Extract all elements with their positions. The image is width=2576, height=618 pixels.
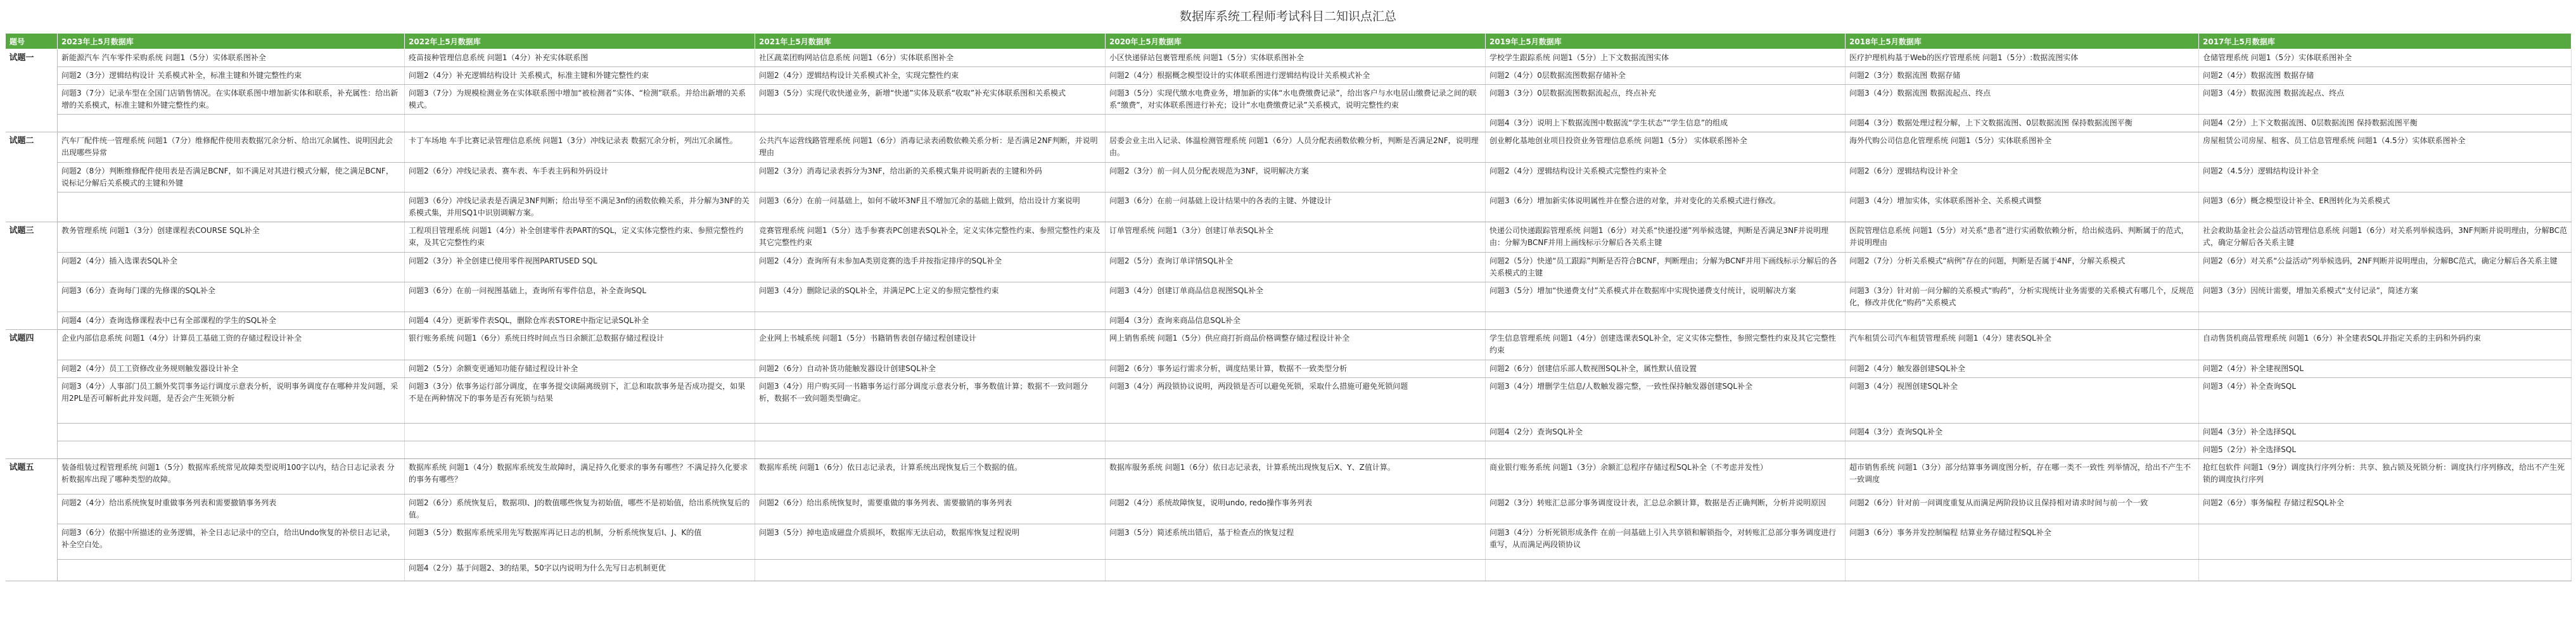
table-cell: 问题3（4分）两段锁协议说明，两段锁是否可以避免死锁，采取什么措施可避免死锁问题: [1106, 378, 1486, 424]
table-cell: 问题2（3分）转账汇总部分事务调度设计表，汇总总余额计算，数据是否正确判断，分析并说明原因: [1486, 495, 1846, 524]
table-cell: [58, 560, 405, 581]
table-cell: 问题3（6分）查询每门课的先修课的SQL补全: [58, 282, 405, 312]
table-cell: 问题4（4分）查询选修课程表中已有全部课程的学生的SQL补全: [58, 312, 405, 330]
table-cell: 问题2（6分）给出系统恢复时，需要重做的事务列表、需要撤销的事务列表: [755, 495, 1106, 524]
table-cell: 网上销售系统 问题1（5分）供应商打折商品价格调整存储过程设计补全: [1106, 330, 1486, 360]
table-cell: [1106, 441, 1486, 459]
table-cell: 问题3（3分）因统计需要，增加关系模式“支付记录”，简述方案: [2199, 282, 2572, 312]
table-cell: 问题2（4分）员工工资修改业务规则触发器设计补全: [58, 360, 405, 378]
table-row: [6, 67, 2572, 85]
table-cell: 问题2（5分）查询订单详情SQL补全: [1106, 253, 1486, 282]
header-year-column: 2020年上5月数据库: [1106, 34, 1486, 49]
table-cell: [1846, 312, 2199, 330]
table-cell: 企业内部信息系统 问题1（4分）计算员工基础工资的存储过程设计补全: [58, 330, 405, 360]
table-cell: 问题2（4分）触发器创建SQL补全: [1846, 360, 2199, 378]
table-cell: 问题3（3分）0层数据流图数据流起点，终点补充: [1486, 85, 1846, 115]
table-cell: [1106, 115, 1486, 132]
table-cell: 问题4（2分）基于问题2、3的结果，50字以内说明为什么先写日志机制更优: [405, 560, 755, 581]
table-cell: 公共汽车运营线路管理系统 问题1（6分）消毒记录表函数依赖关系分析：是否满足2NF判断，并说明理由: [755, 132, 1106, 163]
table-cell: 超市销售系统 问题1（3分）部分结算事务调度图分析，存在哪一类不一致性 列举情况，给出不产生不一致调度: [1846, 459, 2199, 495]
table-cell: 企业网上书城系统 问题1（5分）书籍销售表创存储过程创建设计: [755, 330, 1106, 360]
table-cell: 问题3（6分）冲线记录表是否满足3NF判断；给出导至不满足3nf的函数依赖关系，并分解为3NF的关系模式集，并用SQ1中识别调解方案。: [405, 192, 755, 222]
table-cell: [2199, 560, 2572, 581]
table-cell: [58, 115, 405, 132]
table-cell: 问题3（6分）在前一问基础上设计结果中的各表的主键、外键设计: [1106, 192, 1486, 222]
table-cell: 创业孵化基地创业项目投资业务管理信息系统 问题1（5分） 实体联系图补全: [1486, 132, 1846, 163]
table-cell: 问题2（4分）数据流图 数据存储: [2199, 67, 2572, 85]
table-cell: 问题2（4分）根据概念模型设计的实体联系图进行逻辑结构设计关系模式补全: [1106, 67, 1486, 85]
table-cell: [1846, 560, 2199, 581]
table-cell: 问题2（6分）逻辑结构设计补全: [1846, 163, 2199, 192]
table-cell: 问题3（5分）实现代收快递业务，新增“快递”实体及联系“收取”补充实体联系图和关系模式: [755, 85, 1106, 115]
table-row: [6, 253, 2572, 282]
table-cell: 社区蔬菜团购网站信息系统 问题1（6分）实体联系图补全: [755, 49, 1106, 67]
header-year-column: 2022年上5月数据库: [405, 34, 755, 49]
table-cell: 卡丁车场地 车手比赛记录管理信息系统 问题1（3分）冲线记录表 数据冗余分析，列出冗余属性。: [405, 132, 755, 163]
table-cell: 问题2（4.5分）逻辑结构设计补全: [2199, 163, 2572, 192]
table-row: [6, 312, 2572, 330]
table-cell: 问题3（4分）增删学生信息/人数触发器完整，一致性保持触发器创建SQL补全: [1486, 378, 1846, 424]
table-cell: 数据库系统 问题1（4分）数据库系统发生故障时，满足持久化要求的事务有哪些？不满足持久化要求的事务有哪些？: [405, 459, 755, 495]
table-cell: [58, 424, 405, 441]
table-cell: 问题3（4分）删除记录的SQL补全，并满足PC上定义的参照完整性约束: [755, 282, 1106, 312]
header-year-column: 2023年上5月数据库: [58, 34, 405, 49]
table-cell: 问题2（5分）余额变更通知功能存储过程设计补全: [405, 360, 755, 378]
table-cell: 问题2（4分）给出系统恢复时重做事务列表和需要撤销事务列表: [58, 495, 405, 524]
table-cell: 汽车租赁公司汽车租赁管理系统 问题1（4分）建表SQL补全: [1846, 330, 2199, 360]
table-cell: 问题2（4分）逻辑结构设计关系模式补全，实现完整性约束: [755, 67, 1106, 85]
table-row: [6, 163, 2572, 192]
table-cell: [755, 560, 1106, 581]
table-cell: 学生信息管理系统 问题1（4分）创建选课表SQL补全，定义实体完整性，参照完整性约束及其它完整性约束: [1486, 330, 1846, 360]
question-label: 试题三: [6, 222, 58, 330]
table-row: [6, 424, 2572, 441]
table-cell: 问题3（4分）数据流图 数据流起点、终点: [1846, 85, 2199, 115]
table-cell: [58, 192, 405, 222]
table-cell: 房屋租赁公司房屋、租客、员工信息管理系统 问题1（4.5分）实体联系图补全: [2199, 132, 2572, 163]
table-row: [6, 360, 2572, 378]
table-cell: 问题3（4分）视图创建SQL补全: [1846, 378, 2199, 424]
table-cell: [755, 115, 1106, 132]
table-cell: 问题4（3分）查询SQL补全: [1846, 424, 2199, 441]
table-cell: 海外代购公司信息化管理系统 问题1（5分）实体联系图补全: [1846, 132, 2199, 163]
table-cell: 问题3（4分）人事部门员工额外奖罚事务运行调度示意表分析，说明事务调度存在哪种并发问题，采用2PL是否可解析此并发问题，是否会产生死锁分析: [58, 378, 405, 424]
table-cell: 问题3（6分）概念模型设计补全、ER图转化为关系模式: [2199, 192, 2572, 222]
table-cell: 问题4（3分）说明上下数据流图中数据流“学生状态”“学生信息”的组成: [1486, 115, 1846, 132]
table-cell: 教务管理系统 问题1（3分）创建课程表COURSE SQL补全: [58, 222, 405, 253]
table-cell: 问题2（4分）插入选课表SQL补全: [58, 253, 405, 282]
table-cell: 问题3（4分）数据流图 数据流起点、终点: [2199, 85, 2572, 115]
table-cell: 小区快递驿站包裹管理系统 问题1（5分）实体联系图补全: [1106, 49, 1486, 67]
table-row: [6, 49, 2572, 67]
table-cell: 问题3（6分）依据中所描述的业务逻辑，补全日志记录中的空白，给出Undo恢复的补偿日志记录，补全空白处。: [58, 524, 405, 560]
table-row: [6, 282, 2572, 312]
table-row: [6, 495, 2572, 524]
table-cell: 问题2（4分）0层数据流图数据存储补全: [1486, 67, 1846, 85]
table-cell: 问题3（4分）补全查询SQL: [2199, 378, 2572, 424]
question-label: 试题二: [6, 132, 58, 222]
table-cell: 问题4（3分）补全选择SQL: [2199, 424, 2572, 441]
table-cell: 汽车厂配件统一管理系统 问题1（7分）维修配件使用表数据冗余分析、给出冗余属性、说明因此会出现哪些异常: [58, 132, 405, 163]
table-cell: 问题3（5分）实现代缴水电费业务，增加新的实体“水电费缴费记录”，给出客户与水电居山缴费记录之间的联系“缴费”，对实体联系图进行补充；设计“水电费缴费记录”关系模式，说明完整性约束: [1106, 85, 1486, 115]
table-cell: 疫苗接种管理信息系统 问题1（4分）补充实体联系图: [405, 49, 755, 67]
table-cell: 商业银行账务系统 问题1（3分）余额汇总程序存储过程SQL补全（不考虑并发性）: [1486, 459, 1846, 495]
table-cell: 问题2（4分）系统故障恢复，说明undo, redo操作事务列表: [1106, 495, 1486, 524]
table-cell: 问题2（6分）系统恢复后，数据项I、J的数值哪些恢复为初始值，哪些不是初始值，给出系统恢复后的值。: [405, 495, 755, 524]
table-cell: 社会救助基金社会公益活动管理信息系统 问题1（6分）对关系列举候选码，3NF判断并说明理由，分解BC范式，确定分解后各关系主键: [2199, 222, 2572, 253]
table-cell: 快递公司快递跟踪管理系统 问题1（6分）对关系“快递投递”列举候选键，判断是否满足3NF并说明理由：分解为BCNF并用上画线标示分解后各关系主键: [1486, 222, 1846, 253]
table-cell: 问题2（4分）查询所有未参加A类别竞赛的选手并按指定排序的SQL补全: [755, 253, 1106, 282]
table-cell: 问题3（4分）创建订单商品信息视图SQL补全: [1106, 282, 1486, 312]
table-cell: 问题3（6分）在前一问基础上，如何不破坏3NF且不增加冗余的基础上做到，给出设计方案说明: [755, 192, 1106, 222]
table-cell: [1106, 560, 1486, 581]
table-cell: [1846, 441, 2199, 459]
knowledge-summary-table: [5, 33, 2572, 581]
table-cell: 问题3（4分）分析死锁形成条件 在前一问基础上引入共享锁和解锁指令，对转账汇总部分事务调度进行重写，从而满足两段锁协议: [1486, 524, 1846, 560]
table-cell: 居委会业主出入记录、体温检测管理系统 问题1（6分）人员分配表函数依赖分析，判断是否满足2NF，说明理由。: [1106, 132, 1486, 163]
table-cell: 问题2（3分）数据流图 数据存储: [1846, 67, 2199, 85]
table-cell: 装备组装过程管理系统 问题1（5分）数据库系统常见故障类型说明100字以内，结合日志记录表 分析数据库出现了哪种类型的故障。: [58, 459, 405, 495]
table-cell: 问题4（3分）查询来商品信息SQL补全: [1106, 312, 1486, 330]
table-cell: [755, 441, 1106, 459]
table-row: [6, 441, 2572, 459]
table-cell: 问题3（6分）在前一问视图基础上，查询所有零件信息，补全查询SQL: [405, 282, 755, 312]
table-cell: 工程项目管理系统 问题1（4分）补全创建零件表PART的SQL，定义实体完整性约束、参照完整性约束，及其它完整性约束: [405, 222, 755, 253]
table-cell: 问题2（3分）补全创建已使用零件视图PARTUSED SQL: [405, 253, 755, 282]
table-cell: 问题4（2分）查询SQL补全: [1486, 424, 1846, 441]
table-cell: 问题3（7分）为规模检测业务在实体联系图中增加“被检测者”实体、“检测”联系。并给出新增的关系模式。: [405, 85, 755, 115]
header-year-column: 2018年上5月数据库: [1846, 34, 2199, 49]
table-header-row: [6, 34, 2572, 49]
table-cell: 问题2（6分）冲线记录表、赛车表、车手表主码和外码设计: [405, 163, 755, 192]
table-cell: 问题4（2分）上下文数据流图、0层数据流图 保持数据流图平衡: [2199, 115, 2572, 132]
table-cell: 问题3（3分）依事务运行部分调度，在事务提交读隔离级别下，汇总和取款事务是否成功提交，如果不是在两种情况下的事务是否有死锁与结果: [405, 378, 755, 424]
table-cell: [58, 441, 405, 459]
table-cell: 问题2（6分）自动补货功能触发器设计创建SQL补全: [755, 360, 1106, 378]
table-cell: 问题3（4分）增加实体，实体联系图补全、关系模式调整: [1846, 192, 2199, 222]
table-cell: 问题2（3分）前一问人员分配表规范为3NF，说明解决方案: [1106, 163, 1486, 192]
table-cell: [1486, 312, 1846, 330]
table-row: [6, 192, 2572, 222]
table-row: [6, 115, 2572, 132]
table-cell: 问题3（5分）数据库系统采用先写数据库再记日志的机制，分析系统恢复后I、J、K的值: [405, 524, 755, 560]
table-cell: 医疗护理机构基于Web的医疗管理系统 问题1（5分）:数据流图实体: [1846, 49, 2199, 67]
table-cell: 问题3（4分）用户购买同一书籍事务运行部分调度示意表分析，事务数值计算；数据不一致问题分析，数据不一致问题类型确定。: [755, 378, 1106, 424]
table-cell: 问题2（4分）补充逻辑结构设计 关系模式，标准主键和外键完整性约束: [405, 67, 755, 85]
table-cell: 问题2（4分）补全建视图SQL: [2199, 360, 2572, 378]
table-cell: 问题2（6分）事务编程 存储过程SQL补全: [2199, 495, 2572, 524]
table-cell: 问题3（5分）简述系统出错后，基于检查点的恢复过程: [1106, 524, 1486, 560]
table-cell: 问题2（6分）事务运行需求分析，调度结果计算，数据不一致类型分析: [1106, 360, 1486, 378]
header-year-column: 2021年上5月数据库: [755, 34, 1106, 49]
table-cell: 问题5（2分）补全选择SQL: [2199, 441, 2572, 459]
table-cell: [405, 115, 755, 132]
table-cell: [2199, 312, 2572, 330]
table-cell: 问题2（5分）快递“员工跟踪”判断是否符合BCNF，判断理由；分解为BCNF并用下画线标示分解后的各关系模式的主键: [1486, 253, 1846, 282]
table-cell: 学校学生跟踪系统 问题1（5分）上下文数据流图实体: [1486, 49, 1846, 67]
question-label: 试题五: [6, 459, 58, 581]
header-year-column: 2017年上5月数据库: [2199, 34, 2572, 49]
table-cell: 问题4（3分）数据处理过程分解，上下文数据流图、0层数据流图 保持数据流图平衡: [1846, 115, 2199, 132]
header-question-number: 题号: [6, 34, 58, 49]
table-cell: [755, 424, 1106, 441]
table-cell: 仓储管理系统 问题1（5分）实体联系图补全: [2199, 49, 2572, 67]
table-cell: 问题2（3分）消毒记录表拆分为3NF，给出新的关系模式集并说明新表的主键和外码: [755, 163, 1106, 192]
table-cell: 医院管理信息系统 问题1（5分）对关系“患者”进行实函数依赖分析，给出候选码、判断属于的范式，并说明理由: [1846, 222, 2199, 253]
table-cell: 问题2（6分）创建信乐部人数视图SQL补全，属性默认值设置: [1486, 360, 1846, 378]
table-cell: 问题3（5分）掉电造成磁盘介质损坏，数据库无法启动，数据库恢复过程说明: [755, 524, 1106, 560]
table-cell: [1486, 560, 1846, 581]
table-cell: 数据库服务系统 问题1（6分）依日志记录表，计算系统出现恢复后X、Y、Z值计算。: [1106, 459, 1486, 495]
table-cell: 银行账务系统 问题1（6分）系统日终时间点当日余额汇总数据存储过程设计: [405, 330, 755, 360]
table-row: [6, 330, 2572, 360]
table-row: [6, 459, 2572, 495]
table-cell: 问题3（5分）增加“快递费支付”关系模式并在数据库中实现快递费支付统计，说明解决方案: [1486, 282, 1846, 312]
table-cell: [1486, 441, 1846, 459]
table-row: [6, 222, 2572, 253]
table-cell: 问题2（7分）分析关系模式“病例”存在的问题，判断是否属于4NF，分解关系模式: [1846, 253, 2199, 282]
table-cell: 问题2（4分）逻辑结构设计关系模式完整性约束补全: [1486, 163, 1846, 192]
table-cell: 竞赛管理系统 问题1（5分）选手参赛表PC创建表SQL补全，定义实体完整性约束、参照完整性约束及其它完整性约束: [755, 222, 1106, 253]
table-cell: 问题2（8分）判断维修配件使用表是否满足BCNF，如不满足对其进行模式分解，使之满足BCNF，说标记分解后关系模式的主键和外键: [58, 163, 405, 192]
table-cell: 问题2（6分）对关系“公益活动”列举候选码，2NF判断并说明理由，分解BC范式，确定分解后各关系主键: [2199, 253, 2572, 282]
table-row: [6, 85, 2572, 115]
table-cell: 问题3（3分）针对前一问分解的关系模式“购药”，分析实现统计业务需要的关系模式有哪几个，反规范化，修改并优化“购药”关系模式: [1846, 282, 2199, 312]
table-row: [6, 560, 2572, 581]
table-cell: 问题2（6分）针对前一问调度重复从而满足两阶段协议且保持相对请求时间与前一个一致: [1846, 495, 2199, 524]
table-cell: [405, 424, 755, 441]
table-cell: 问题3（6分）事务并发控制编程 结算业务存储过程SQL补全: [1846, 524, 2199, 560]
table-cell: [2199, 524, 2572, 560]
table-cell: 问题4（4分）更新零件表SQL，删除仓库表STORE中指定记录SQL补全: [405, 312, 755, 330]
table-cell: [405, 441, 755, 459]
question-label: 试题四: [6, 330, 58, 459]
table-cell: 问题3（7分）记录车型在全国门店销售情况。在实体联系图中增加新实体和联系，补充属性：给出新增的关系模式，标准主键和外键完整性约束。: [58, 85, 405, 115]
table-cell: 抢红包软件 问题1（9分）调度执行序列分析：共享、独占锁及死锁分析：调度执行序列修改，给出不产生死锁的调度执行序列: [2199, 459, 2572, 495]
header-year-column: 2019年上5月数据库: [1486, 34, 1846, 49]
table-cell: [755, 312, 1106, 330]
table-cell: 新能源汽车 汽车零件采购系统 问题1（5分）实体联系图补全: [58, 49, 405, 67]
table-row: [6, 132, 2572, 163]
table-cell: 数据库系统 问题1（6分）依日志记录表，计算系统出现恢复后三个数据的值。: [755, 459, 1106, 495]
table-cell: [1106, 424, 1486, 441]
table-row: [6, 378, 2572, 424]
question-label: 试题一: [6, 49, 58, 132]
table-cell: 问题3（6分）增加新实体说明属性并在整合进的对象，并对变化的关系模式进行修改。: [1486, 192, 1846, 222]
table-cell: 订单管理系统 问题1（3分）创建订单表SQL补全: [1106, 222, 1486, 253]
table-cell: 问题2（3分）逻辑结构设计 关系模式补全，标准主键和外键完整性约束: [58, 67, 405, 85]
table-row: [6, 524, 2572, 560]
table-cell: 自动售货机商品管理系统 问题1（6分）补全建表SQL并指定关系的主码和外码约束: [2199, 330, 2572, 360]
page-title: 数据库系统工程师考试科目二知识点汇总: [1179, 9, 1396, 23]
